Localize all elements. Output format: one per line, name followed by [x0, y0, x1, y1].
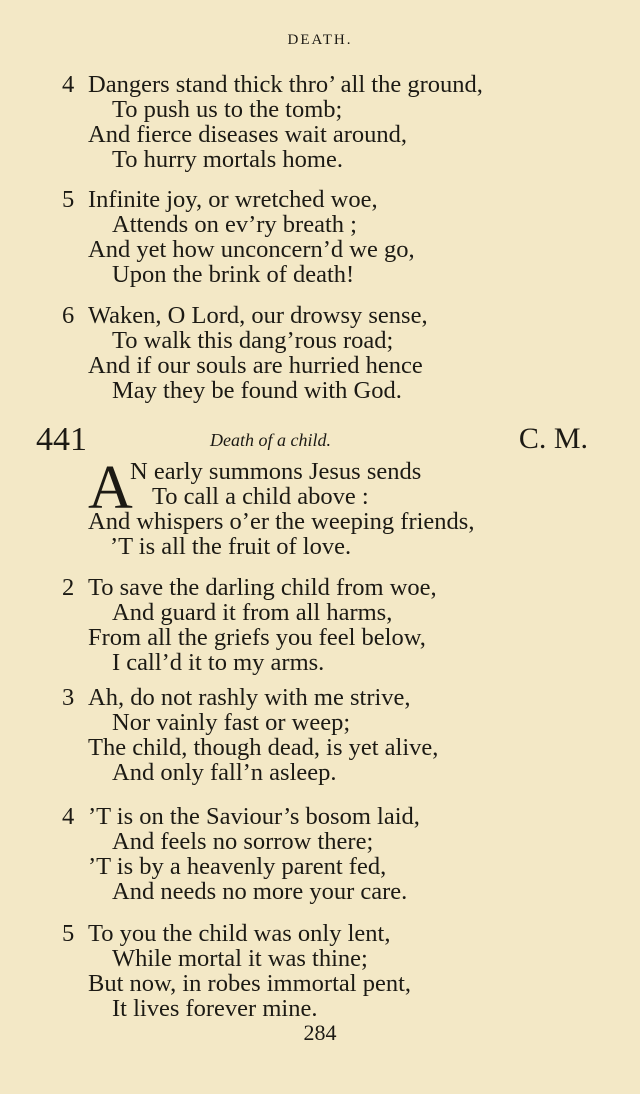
verse-prev-4 [62, 72, 602, 172]
verse-line: And needs no more your care. [112, 878, 408, 905]
drop-cap: A [88, 454, 133, 522]
verse-line: 5 Infinite joy, or wretched woe, [62, 186, 378, 213]
verse-line: ’T is all the fruit of love. [110, 533, 352, 560]
verse-line: To walk this dang’rous road; [112, 327, 394, 354]
verse-line: It lives forever mine. [112, 995, 318, 1022]
verse-2 [62, 575, 602, 675]
verse-number: 3 [62, 684, 75, 711]
verse-number: 5 [62, 920, 75, 947]
verse-line: The child, though dead, is yet alive, [88, 734, 439, 761]
verse-line: 4 Dangers stand thick thro’ all the ground, [62, 71, 483, 98]
verse-line: Attends on ev’ry breath ; [112, 211, 357, 238]
verse-line: To push us to the tomb; [112, 96, 343, 123]
verse-line: And only fall’n asleep. [112, 759, 337, 786]
verse-line: ’T is by a heavenly parent fed, [88, 853, 387, 880]
verse-line: And if our souls are hurried hence [88, 352, 423, 379]
verse-number: 2 [62, 574, 75, 601]
verse-3 [62, 685, 602, 785]
verse-line: While mortal it was thine; [112, 945, 368, 972]
verse-number: 4 [62, 803, 75, 830]
verse-prev-5 [62, 187, 602, 287]
verse-5 [62, 921, 602, 1021]
hymn-meter: C. M. [518, 422, 588, 455]
verse-line: From all the griefs you feel below, [88, 624, 426, 651]
running-head: DEATH. [287, 32, 353, 48]
verse-number: 5 [62, 186, 75, 213]
verse-line: 5 To you the child was only lent, [62, 920, 391, 947]
verse-line: And fierce diseases wait around, [88, 121, 408, 148]
verse-line: I call’d it to my arms. [112, 649, 325, 676]
verse-line: N early summons Jesus sends [130, 458, 422, 485]
hymn-title: Death of a child. [210, 430, 331, 450]
verse-line: And guard it from all harms, [112, 599, 393, 626]
verse-number: 4 [62, 71, 75, 98]
verse-line: To hurry mortals home. [112, 146, 343, 173]
verse-line: 6 Waken, O Lord, our drowsy sense, [62, 302, 428, 329]
page-number: 284 [303, 1020, 337, 1045]
verse-line: 4 ’T is on the Saviour’s bosom laid, [62, 803, 420, 830]
hymn-number: 441 [36, 421, 87, 458]
verse-line: May they be found with God. [112, 377, 402, 404]
verse-line: Upon the brink of death! [112, 261, 355, 288]
verse-4 [62, 804, 602, 904]
verse-line: 3 Ah, do not rashly with me strive, [62, 684, 411, 711]
verse-line: And yet how unconcern’d we go, [88, 236, 415, 263]
verse-line: 2 To save the darling child from woe, [62, 574, 437, 601]
verse-line: Nor vainly fast or weep; [112, 709, 351, 736]
verse-line: But now, in robes immortal pent, [88, 970, 411, 997]
verse-prev-6 [62, 303, 602, 403]
verse-line: And feels no sorrow there; [112, 828, 374, 855]
verse-1 [88, 454, 608, 560]
verse-number: 6 [62, 302, 75, 329]
verse-line: And whispers o’er the weeping friends, [88, 508, 475, 535]
verse-line: To call a child above : [152, 483, 369, 510]
